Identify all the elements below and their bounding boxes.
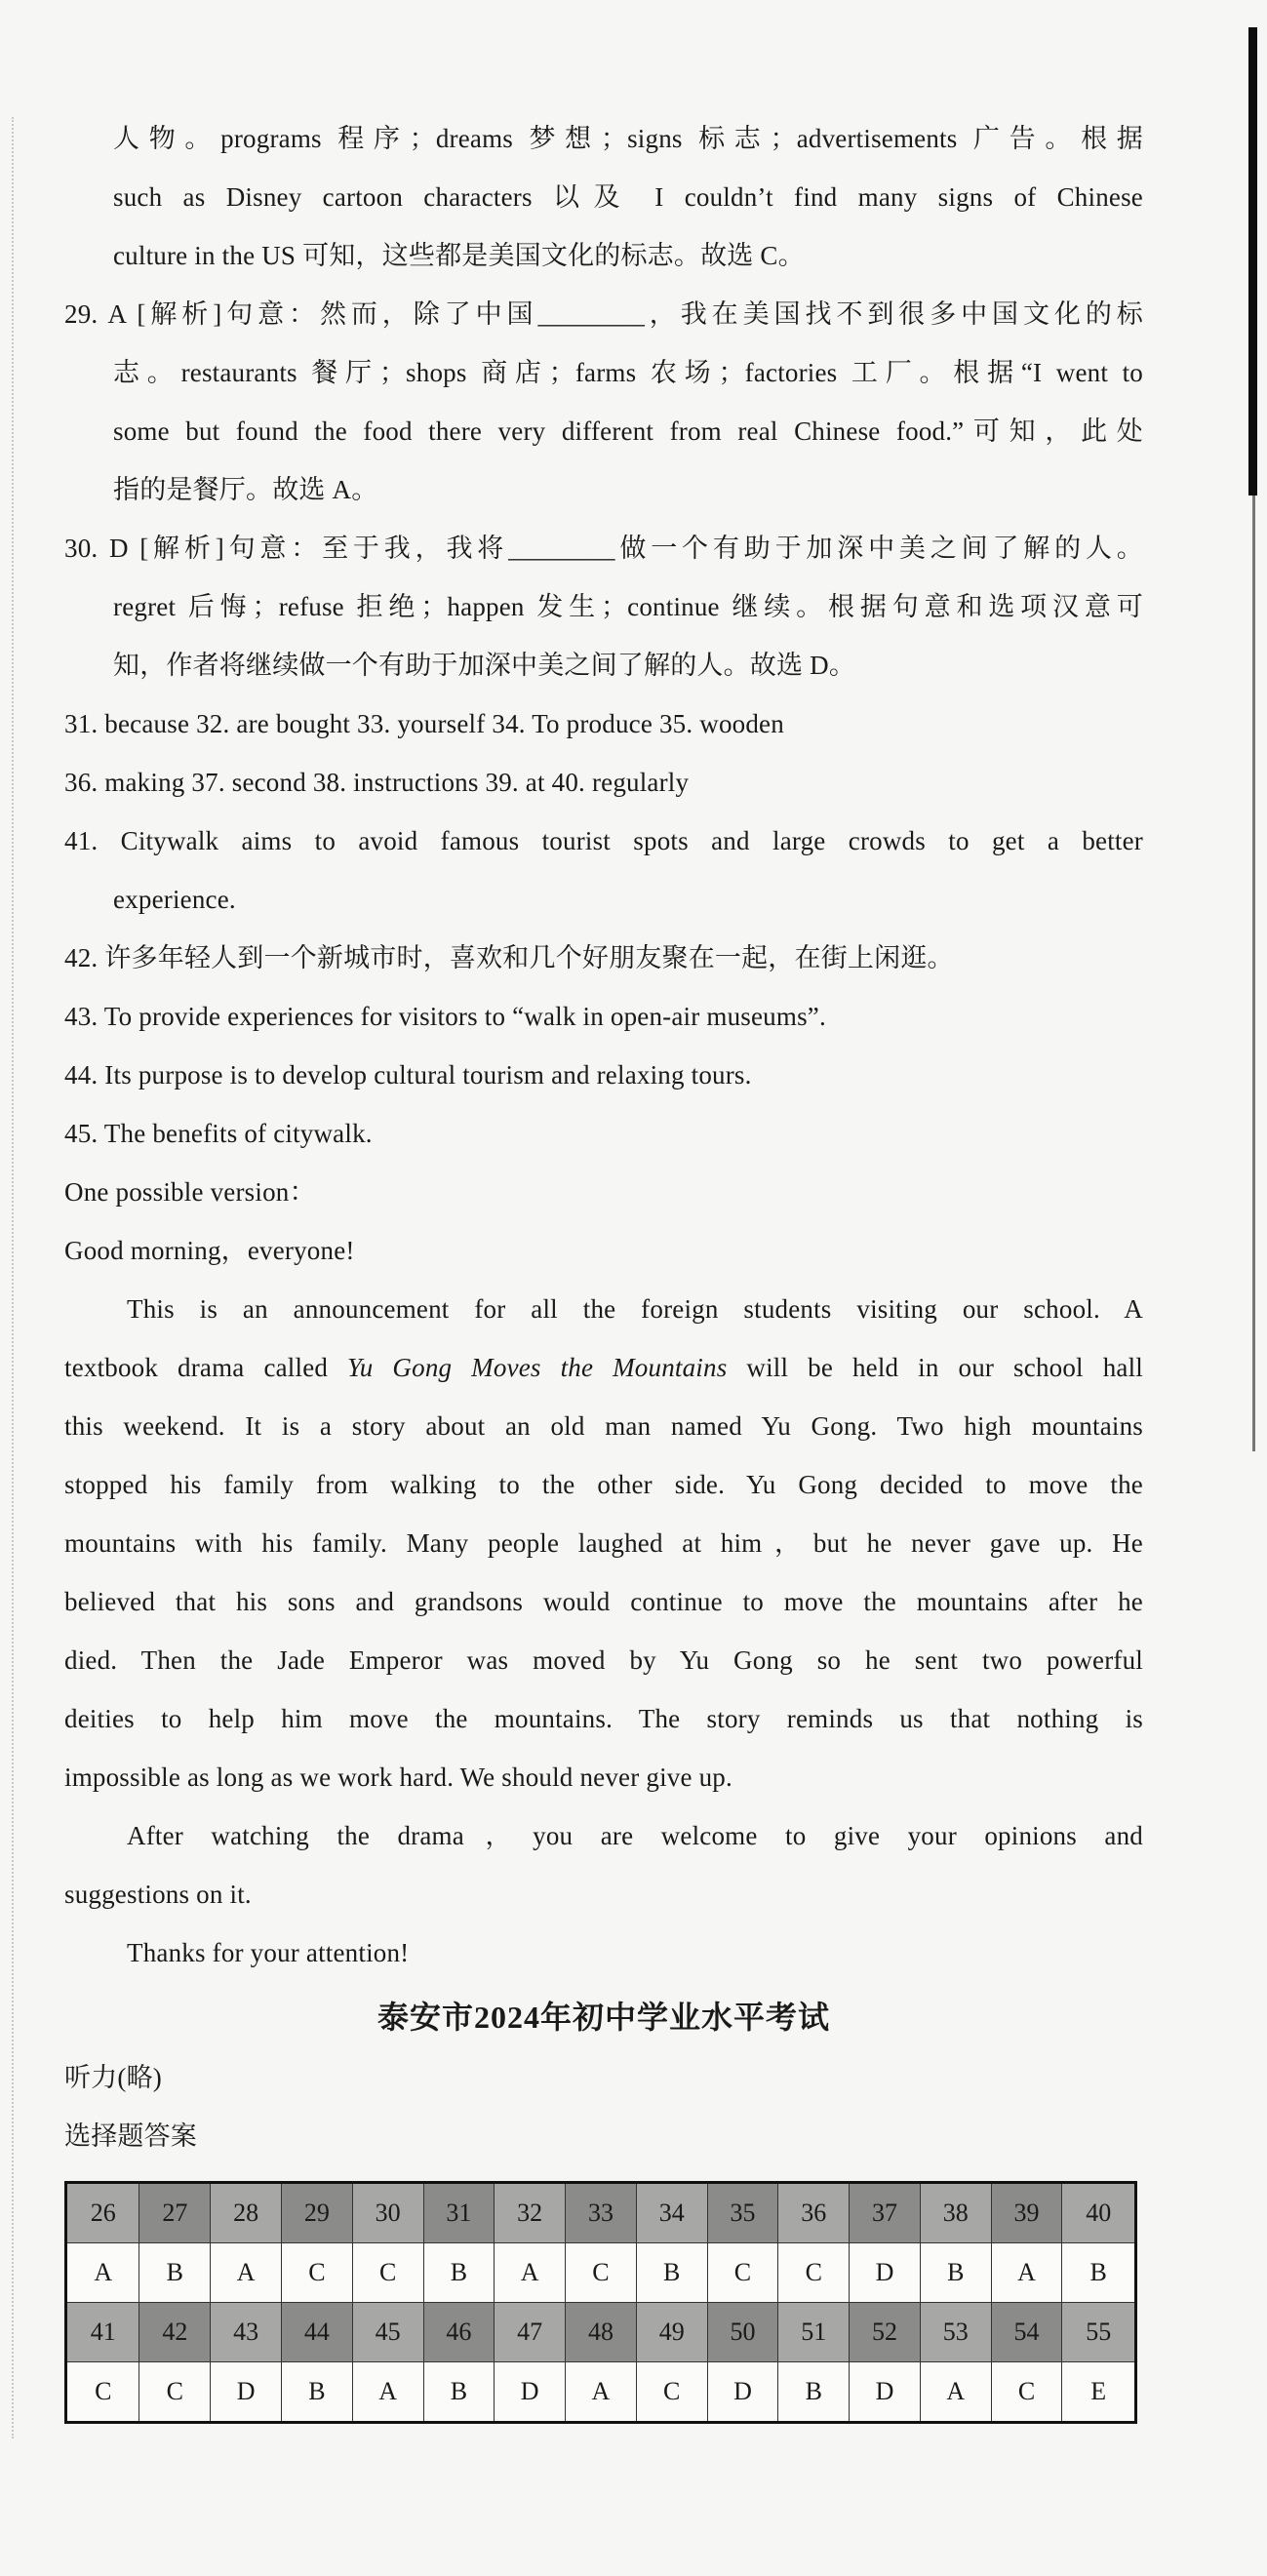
answer-cell: A [920, 2362, 991, 2423]
question-number-cell: 50 [707, 2303, 778, 2362]
answer-cell: C [66, 2362, 139, 2423]
essay-line: mountains with his family. Many people laughed at him，but he never gave up. He [64, 1528, 1143, 1558]
question-number-cell: 38 [920, 2183, 991, 2243]
question-number-cell: 48 [566, 2303, 637, 2362]
answer-cell: B [920, 2243, 991, 2303]
answer-cell: C [566, 2243, 637, 2303]
answer-45: 45. The benefits of citywalk. [64, 1119, 373, 1148]
question-number-row [66, 2183, 1136, 2243]
essay-heading: One possible version： [64, 1177, 316, 1207]
essay-greeting: Good morning，everyone! [64, 1236, 355, 1265]
question-number-cell: 42 [139, 2303, 211, 2362]
answer-cell: C [778, 2243, 850, 2303]
question-number-cell: 47 [495, 2303, 566, 2362]
essay-line: died. Then the Jade Emperor was moved by Yu Gong so he sent two powerful [64, 1645, 1143, 1675]
question-number-cell: 34 [636, 2183, 707, 2243]
essay-line: suggestions on it. [64, 1880, 252, 1909]
exam-title: 泰安市2024年初中学业水平考试 [376, 2000, 830, 2035]
question-number-cell: 26 [66, 2183, 139, 2243]
scan-edge-line [1252, 495, 1255, 1451]
question-number-cell: 31 [423, 2183, 495, 2243]
answer-cell: A [566, 2362, 637, 2423]
answer-cell: E [1062, 2362, 1136, 2423]
answer-cell: D [850, 2362, 921, 2423]
question-number-cell: 39 [991, 2183, 1062, 2243]
answers-31-35: 31. because 32. are bought 33. yourself 34. To produce 35. wooden [64, 709, 784, 738]
text-line: culture in the US 可知，这些都是美国文化的标志。故选 C。 [113, 241, 805, 270]
answer-cell: B [282, 2362, 353, 2423]
answer-key-page [64, 109, 1143, 2424]
essay-line: believed that his sons and grandsons would continue to move the mountains after he [64, 1587, 1143, 1616]
question-number-cell: 32 [495, 2183, 566, 2243]
answer-43: 43. To provide experiences for visitors to “walk in open-air museums”. [64, 1002, 826, 1031]
question-number-cell: 33 [566, 2183, 637, 2243]
text-line: 知，作者将继续做一个有助于加深中美之间了解的人。故选 D。 [113, 651, 856, 680]
text-line: such as Disney cartoon characters 以及 I couldn’t find many signs of Chinese [113, 182, 1143, 212]
question-number-cell: 54 [991, 2303, 1062, 2362]
answer-41: 41. Citywalk aims to avoid famous tourist spots and large crowds to get a better [64, 826, 1143, 855]
answer-cell: C [636, 2362, 707, 2423]
question-number-cell: 49 [636, 2303, 707, 2362]
text-line: experience. [113, 885, 236, 914]
essay-line: impossible as long as we work hard. We should never give up. [64, 1763, 732, 1792]
answer-cell: C [139, 2362, 211, 2423]
answer-cell: D [495, 2362, 566, 2423]
question-number-cell: 51 [778, 2303, 850, 2362]
question-number-cell: 55 [1062, 2303, 1136, 2362]
answer-cell: C [282, 2243, 353, 2303]
answer-cell: B [423, 2362, 495, 2423]
answer-cell: A [211, 2243, 282, 2303]
answer-30: 30. D [解析]句意：至于我，我将________做一个有助于加深中美之间了解的人。 [64, 534, 1143, 563]
essay-closing: Thanks for your attention! [127, 1938, 410, 1967]
question-number-row [66, 2303, 1136, 2362]
answer-cell: B [139, 2243, 211, 2303]
answer-cell: A [495, 2243, 566, 2303]
question-number-cell: 30 [352, 2183, 423, 2243]
text-line: 指的是餐厅。故选 A。 [113, 475, 378, 504]
answer-29: 29. A [解析]句意：然而，除了中国________，我在美国找不到很多中国文化的标 [64, 299, 1143, 329]
question-number-cell: 35 [707, 2183, 778, 2243]
answers-36-40: 36. making 37. second 38. instructions 39. at 40. regularly [64, 768, 690, 797]
answer-cell: A [66, 2243, 139, 2303]
answer-cell: D [850, 2243, 921, 2303]
answer-cell: A [991, 2243, 1062, 2303]
question-number-cell: 53 [920, 2303, 991, 2362]
question-number-cell: 52 [850, 2303, 921, 2362]
answer-cell: D [707, 2362, 778, 2423]
question-number-cell: 43 [211, 2303, 282, 2362]
essay-line [64, 1338, 1143, 1397]
answer-cell: A [352, 2362, 423, 2423]
answer-cell: C [707, 2243, 778, 2303]
choice-answers-heading: 选择题答案 [64, 2121, 197, 2151]
question-number-cell: 28 [211, 2183, 282, 2243]
answer-cell: C [352, 2243, 423, 2303]
answer-row [66, 2362, 1136, 2423]
question-number-cell: 45 [352, 2303, 423, 2362]
answer-cell: D [211, 2362, 282, 2423]
question-number-cell: 27 [139, 2183, 211, 2243]
answer-cell: B [1062, 2243, 1136, 2303]
essay-line: this weekend. It is a story about an old man named Yu Gong. Two high mountains [64, 1411, 1143, 1441]
text-line: regret 后悔；refuse 拒绝；happen 发生；continue 继续。根据句意和选项汉意可 [113, 592, 1143, 621]
answer-table [64, 2181, 1137, 2424]
essay-line: This is an announcement for all the foreign students visiting our school. A [127, 1294, 1143, 1324]
question-number-cell: 37 [850, 2183, 921, 2243]
question-number-cell: 36 [778, 2183, 850, 2243]
essay-line: stopped his family from walking to the other side. Yu Gong decided to move the [64, 1470, 1143, 1499]
question-number-cell: 40 [1062, 2183, 1136, 2243]
answer-cell: B [778, 2362, 850, 2423]
text-line: some but found the food there very different from real Chinese food.”可知，此处 [113, 416, 1143, 446]
essay-line: After watching the drama，you are welcome to give your opinions and [127, 1821, 1143, 1850]
scan-edge-mark [1248, 27, 1257, 495]
question-number-cell: 29 [282, 2183, 353, 2243]
answer-cell: B [636, 2243, 707, 2303]
question-number-cell: 44 [282, 2303, 353, 2362]
essay-line: deities to help him move the mountains. The story reminds us that nothing is [64, 1704, 1143, 1733]
drama-title: Yu Gong Moves the Mountains [347, 1353, 728, 1382]
answer-cell: B [423, 2243, 495, 2303]
answer-44: 44. Its purpose is to develop cultural tourism and relaxing tours. [64, 1060, 752, 1090]
answer-cell: C [991, 2362, 1062, 2423]
question-number-cell: 46 [423, 2303, 495, 2362]
essay-text: textbook drama called [64, 1353, 348, 1382]
binding-margin-dots [12, 117, 14, 2438]
answer-42: 42. 许多年轻人到一个新城市时，喜欢和几个好朋友聚在一起，在街上闲逛。 [64, 943, 954, 972]
listening-note: 听力(略) [64, 2063, 162, 2092]
answer-row [66, 2243, 1136, 2303]
text-line: 志。restaurants 餐厅；shops 商店；farms 农场；factories 工厂。根据“I went to [113, 358, 1143, 387]
text-line: 人物。programs 程序；dreams 梦想；signs 标志；advertisements 广告。根据 [113, 124, 1143, 153]
question-number-cell: 41 [66, 2303, 139, 2362]
essay-text: will be held in our school hall [727, 1353, 1143, 1382]
